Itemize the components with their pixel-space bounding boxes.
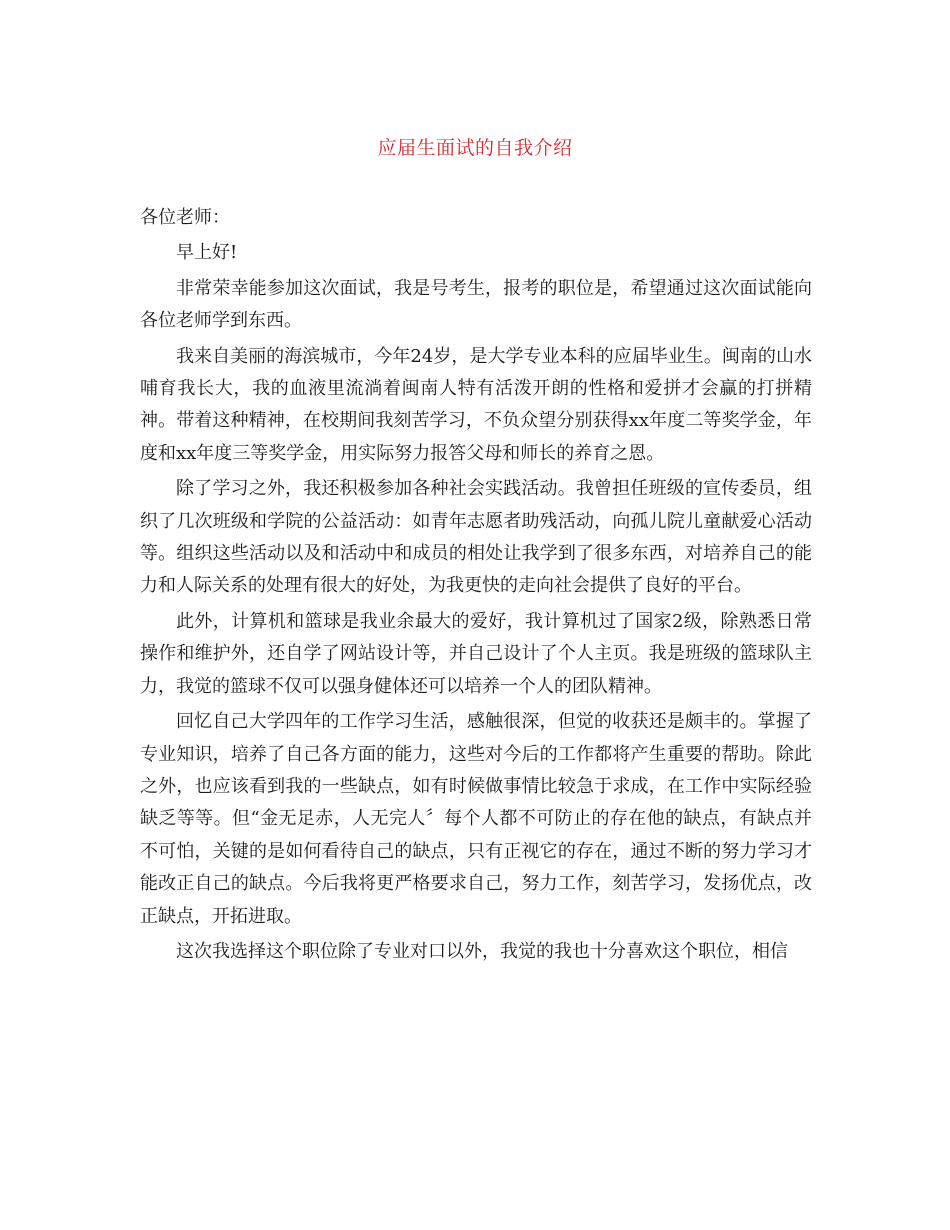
paragraph-intro: 非常荣幸能参加这次面试，我是号考生，报考的职位是，希望通过这次面试能向各位老师学到东西。 <box>140 277 812 332</box>
paragraph-hobbies: 此外，计算机和篮球是我业余最大的爱好，我计算机过了国家2级，除熟悉日常操作和维护外，还自学了网站设计等，并自己设计了个人主页。我是班级的篮球队主力，我觉的篮球不仅可以强身健体还可以培养一个人的团队精神。 <box>140 610 812 697</box>
paragraph-greeting: 早上好! <box>176 242 238 264</box>
salutation: 各位老师： <box>140 207 230 228</box>
paragraph-activities: 除了学习之外，我还积极参加各种社会实践活动。我曾担任班级的宣传委员，组织了几次班级和学院的公益活动：如青年志愿者助残活动，向孤儿院儿童献爱心活动等。组织这些活动以及和活动中和成员的相处让我学到了很多东西，对培养自己的能力和人际关系的处理有很大的好处，为我更快的走向社会提供了良好的平台。 <box>140 478 812 597</box>
paragraph-reflection: 回忆自己大学四年的工作学习生活，感触很深，但觉的收获还是颇丰的。掌握了专业知识，培养了自己各方面的能力，这些对今后的工作都将产生重要的帮助。除此之外，也应该看到我的一些缺点，如有时候做事情比较急于求成，在工作中实际经验缺乏等等。但“金无足赤，人无完人〞每个人都不可防止的存在他的缺点，有缺点并不可怕，关键的是如何看待自己的缺点，只有正视它的存在，通过不断的努力学习才能改正自己的缺点。今后我将更严格要求自己，努力工作，刻苦学习，发扬优点，改正缺点，开拓进取。 <box>140 711 812 927</box>
paragraph-motivation: 这次我选择这个职位除了专业对口以外，我觉的我也十分喜欢这个职位，相信 <box>176 940 788 962</box>
document-body <box>140 202 812 968</box>
document-title: 应届生面试的自我介绍 <box>377 137 573 159</box>
paragraph-background: 我来自美丽的海滨城市，今年24岁，是大学专业本科的应届毕业生。闽南的山水哺育我长大，我的血液里流淌着闽南人特有活泼开朗的性格和爱拼才会赢的打拼精神。带着这种精神，在校期间我刻苦学习，不负众望分别获得xx年度二等奖学金，年度和xx年度三等奖学金，用实际努力报答父母和师长的养育之恩。 <box>140 345 812 464</box>
